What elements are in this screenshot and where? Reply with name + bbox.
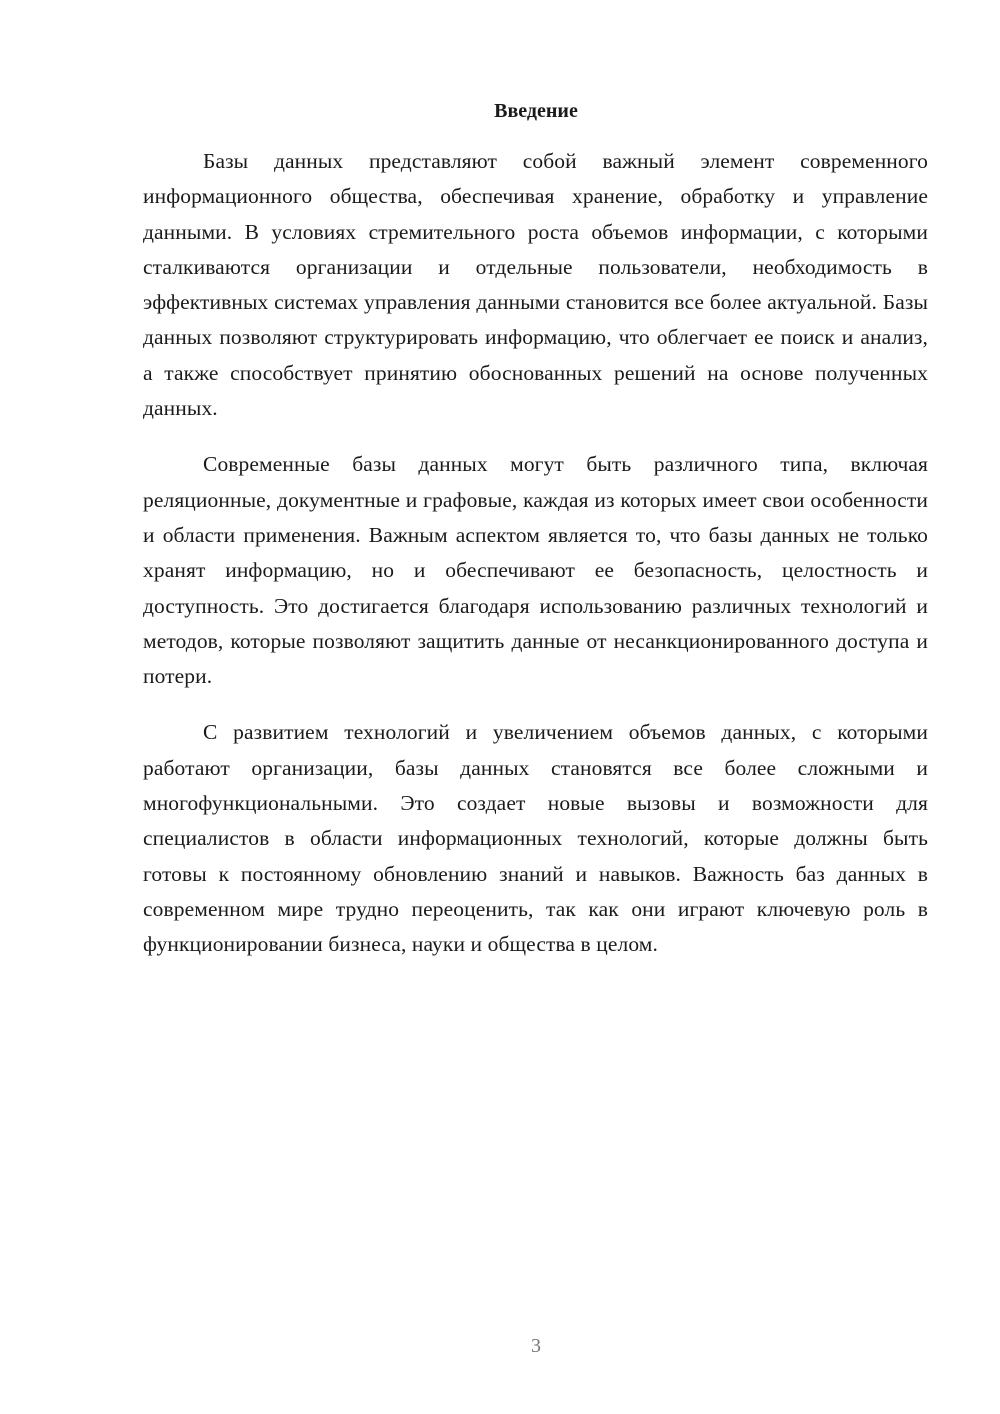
body-text [143,144,928,963]
paragraph-2: Современные базы данных могут быть различного типа, включая реляционные, документные и графовые, каждая из которых имеет свои особенности и области применения. Важным аспектом является то, что базы данных не только хранят информацию, но и обеспечивают ее безопасность, целостность и доступность. Это достигается благодаря использованию различных технологий и методов, которые позволяют защитить данные от несанкционированного доступа и потери. [143,452,928,689]
paragraph-3: С развитием технологий и увеличением объемов данных, с которыми работают организации, базы данных становятся все более сложными и многофункциональными. Это создает новые вызовы и возможности для специалистов в области информационных технологий, которые должны быть готовы к постоянному обновлению знаний и навыков. Важность баз данных в современном мире трудно переоценить, так как они играют ключевую роль в функционировании бизнеса, науки и общества в целом. [143,720,928,957]
section-heading: Введение [494,100,578,122]
page-number: 3 [531,1335,541,1357]
paragraph-1: Базы данных представляют собой важный элемент современного информационного общества, обеспечивая хранение, обработку и управление данными. В условиях стремительного роста объемов информации, с которыми сталкиваются организации и отдельные пользователи, необходимость в эффективных системах управления данными становится все более актуальной. Базы данных позволяют структурировать информацию, что облегчает ее поиск и анализ, а также способствует принятию обоснованных решений на основе полученных данных. [143,149,928,421]
